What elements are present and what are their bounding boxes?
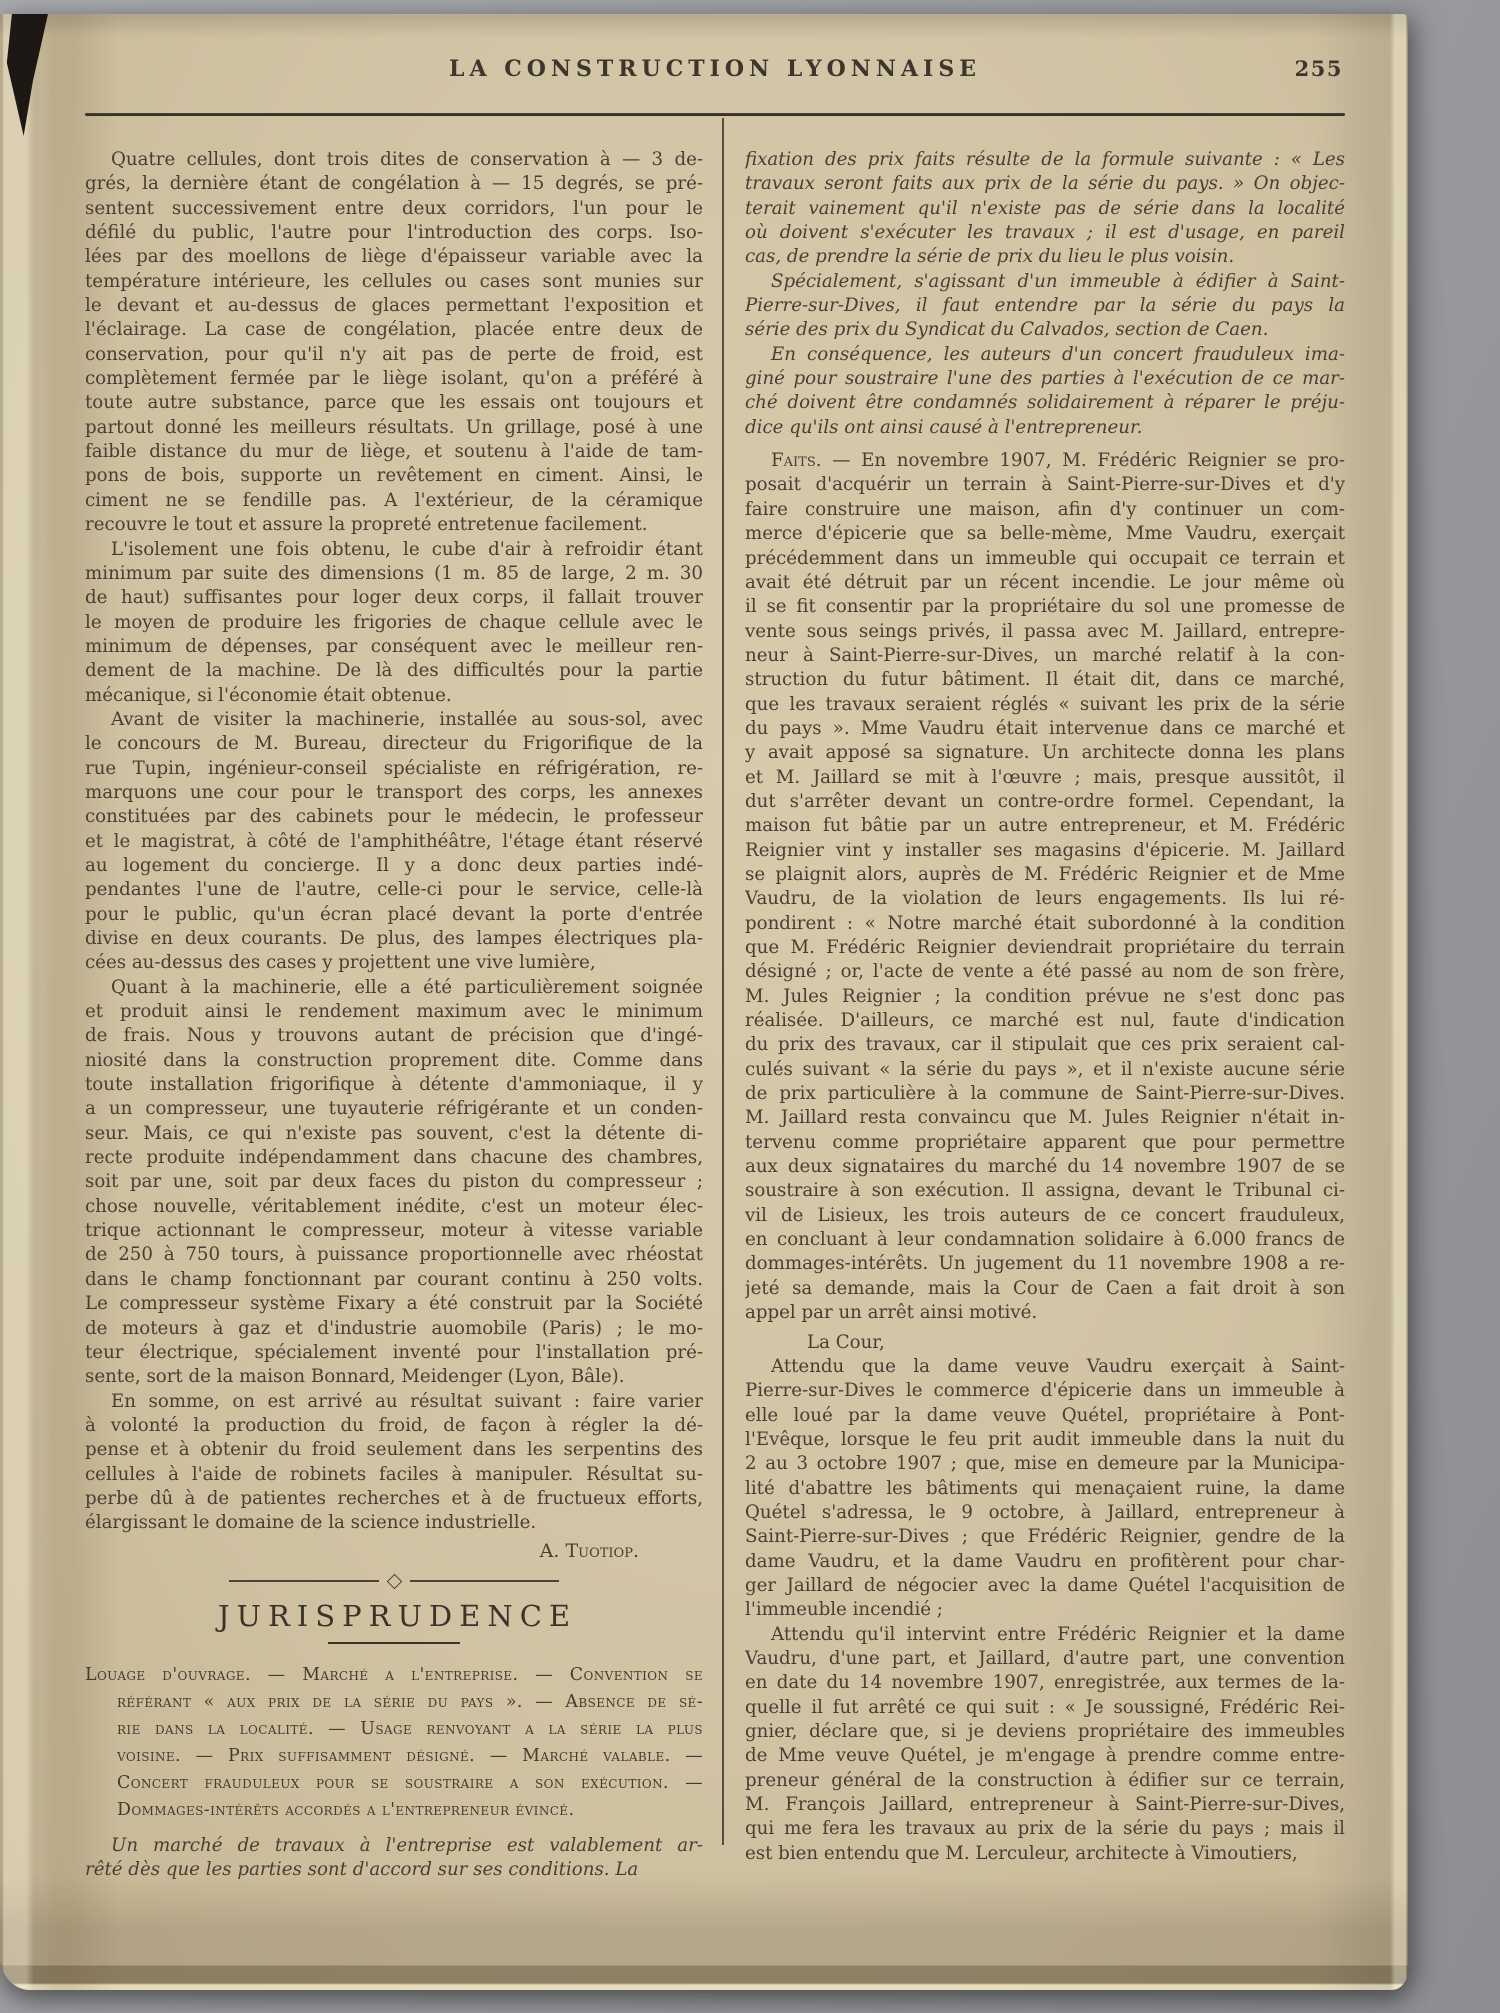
- text-line: sente, sort de la maison Bonnard, Meidenger (Lyon, Bâle).: [85, 1366, 625, 1388]
- text-line: l'éclairage. La case de congélation, placée entre deux de: [85, 319, 703, 341]
- paragraph: [745, 1623, 1345, 1866]
- paragraph: [85, 708, 703, 976]
- text-line: perbe dû à de patientes recherches et à de fructueux efforts,: [85, 1487, 703, 1509]
- divider-line: [410, 1580, 560, 1582]
- text-line: défilé du public, l'autre pour l'introduction des corps. Iso-: [85, 222, 703, 244]
- text-line: dommages-intérêts. Un jugement du 11 novembre 1908 a re-: [745, 1253, 1345, 1275]
- paragraph: [85, 976, 703, 1390]
- text-line: aux deux signataires du marché du 14 novembre 1907 de se: [745, 1156, 1345, 1178]
- diamond-icon: [386, 1573, 402, 1589]
- text-line: toute autre substance, parce que les essais ont toujours et: [85, 392, 703, 414]
- text-line: Louage d'ouvrage. — Marché a l'entreprise. — Convention se: [85, 1664, 703, 1685]
- text-line: et M. Jaillard se mit à l'œuvre ; mais, presque aussitôt, il: [745, 766, 1345, 788]
- text-line: au logement du concierge. Il y a donc deux parties indé-: [85, 854, 703, 876]
- journal-title: LA CONSTRUCTION LYONNAISE: [449, 56, 981, 82]
- text-line: sentent successivement entre deux corridors, l'un pour le: [85, 197, 703, 219]
- header-rule: [85, 113, 1345, 116]
- section-heading: [85, 1599, 703, 1644]
- text-line: dement de la machine. De là des difficultés pour la partie: [85, 660, 703, 682]
- text-line: partout donné les meilleurs résultats. Un grillage, posé à une: [85, 416, 703, 438]
- text-line: se plaignit alors, auprès de M. Frédéric Reignier et de Mme: [745, 863, 1345, 885]
- text-line: Attendu qu'il intervint entre Frédéric Reignier et la dame: [771, 1623, 1345, 1645]
- text-line: soit par une, soit par deux faces du piston du compresseur ;: [85, 1171, 703, 1193]
- text-line: il se fit consentir par la propriétaire du sol une promesse de: [745, 596, 1345, 618]
- text-line: l'Evêque, lorsque le feu prit audit immeuble dans la nuit du: [745, 1428, 1345, 1450]
- text-line: teur électrique, spécialement inventé pour l'installation pré-: [85, 1341, 703, 1363]
- text-line: M. François Jaillard, entrepreneur à Saint-Pierre-sur-Dives,: [745, 1794, 1345, 1816]
- text-line: recouvre le tout et assure la propreté entretenue facilement.: [85, 514, 648, 536]
- text-line: en concluant à leur condamnation solidaire à 6.000 francs de: [745, 1229, 1345, 1251]
- text-line: cas, de prendre la série de prix du lieu le plus voisin.: [745, 246, 1235, 268]
- text-line: pendantes l'une de l'autre, celle-ci pour le service, celle-là: [85, 879, 703, 901]
- text-line: minimum de dépenses, par conséquent avec le meilleur ren-: [85, 635, 703, 657]
- paragraph: [85, 1662, 703, 1824]
- text-line: La Cour,: [807, 1331, 885, 1353]
- text-line: terait vainement qu'il n'existe pas de série dans la localité: [745, 197, 1345, 219]
- text-line: Pierre-sur-Dives le commerce d'épicerie dans un immeuble à: [745, 1380, 1345, 1402]
- paragraph: [85, 538, 703, 708]
- text-line: pondirent : « Notre marché était subordonné à la condition: [745, 912, 1345, 934]
- text-line: vente sous seings privés, il passa avec M. Jaillard, entrepre-: [745, 620, 1345, 642]
- text-line: Pierre-sur-Dives, il faut entendre par la série du pays la: [745, 295, 1345, 317]
- text-line: En conséquence, les auteurs d'un concert frauduleux ima-: [771, 343, 1345, 365]
- text-line: dame Vaudru, et la dame Vaudru en profitèrent pour char-: [745, 1550, 1345, 1572]
- text-line: Dommages-intérêts accordés a l'entrepreneur évincé.: [117, 1799, 575, 1820]
- text-line: du pays ». Mme Vaudru était intervenue dans ce marché et: [745, 717, 1345, 739]
- column-divider: [722, 118, 724, 1845]
- text-line: L'isolement une fois obtenu, le cube d'air à refroidir étant: [111, 538, 703, 560]
- text-line: grés, la dernière étant de congélation à — 15 degrés, se pré-: [85, 173, 703, 195]
- text-line: posait d'acquérir un terrain à Saint-Pierre-sur-Dives et d'y: [745, 474, 1345, 496]
- text-line: élargissant le domaine de la science industrielle.: [85, 1512, 537, 1534]
- section-divider: [229, 1576, 559, 1587]
- journal-page: [0, 14, 1408, 1990]
- text-line: dut s'arrêter devant un contre-ordre formel. Cependant, la: [745, 790, 1345, 812]
- text-line: à volonté la production du froid, de façon à régler la dé-: [85, 1414, 703, 1436]
- paragraph: [85, 1834, 703, 1883]
- text-line: ché doivent être condamnés solidairement à réparer le préju-: [745, 392, 1345, 414]
- text-line: elle loué par la dame veuve Quétel, propriétaire à Pont-: [745, 1404, 1345, 1426]
- text-line: est bien entendu que M. Lerculeur, architecte à Vimoutiers,: [745, 1842, 1298, 1864]
- text-line: faible distance du mur de liège, et soutenu à l'aide de tam-: [85, 441, 703, 463]
- text-line: conservation, pour qu'il n'y ait pas de perte de froid, est: [85, 343, 703, 365]
- text-line: le concours de M. Bureau, directeur du Frigorifique de la: [85, 733, 703, 755]
- paragraph: [85, 1390, 703, 1536]
- text-line: de Mme veuve Quétel, je m'engage à prendre comme entre-: [745, 1745, 1345, 1767]
- text-line: l'immeuble incendié ;: [745, 1599, 943, 1621]
- text-line: soustraire à son exécution. Il assigna, devant le Tribunal ci-: [745, 1180, 1345, 1202]
- text-line: cées au-dessus des cases y projettent une vive lumière,: [85, 952, 596, 974]
- text-line: Attendu que la dame veuve Vaudru exerçait à Saint-: [771, 1355, 1345, 1377]
- text-line: fixation des prix faits résulte de la formule suivante : « Les: [745, 149, 1345, 170]
- text-line: Quant à la machinerie, elle a été particulièrement soignée: [111, 976, 703, 998]
- text-line: Avant de visiter la machinerie, installée au sous-sol, avec: [111, 708, 703, 730]
- text-line: lées par des moellons de liège d'épaisseur variable avec la: [85, 246, 703, 268]
- book-spine-shadow: [6, 14, 48, 136]
- text-line: en date du 14 novembre 1907, enregistrée, aux termes de la-: [745, 1672, 1345, 1694]
- text-line: marquons une cour pour le transport des corps, les annexes: [85, 781, 703, 803]
- text-line: pons de bois, supporte un revêtement en ciment. Ainsi, le: [85, 465, 703, 487]
- text-line: Vaudru, d'une part, et Jaillard, d'autre part, une convention: [745, 1647, 1345, 1669]
- text-line: preneur général de la construction à édifier sur ce terrain,: [745, 1769, 1345, 1791]
- text-line: 2 au 3 octobre 1907 ; que, mise en demeure par la Municipa-: [745, 1453, 1345, 1475]
- text-line: a un compresseur, une tuyauterie réfrigérante et un conden-: [85, 1098, 703, 1120]
- text-line: seur. Mais, ce qui n'existe pas souvent, c'est la détente di-: [85, 1122, 703, 1144]
- text-line: rie dans la localité. — Usage renvoyant a la série la plus: [117, 1718, 703, 1739]
- text-line: culés suivant « la série du pays », et il n'existe aucune série: [745, 1058, 1345, 1080]
- text-line: En somme, on est arrivé au résultat suivant : faire varier: [111, 1390, 703, 1412]
- text-line: giné pour soustraire l'une des parties à l'exécution de ce mar-: [745, 368, 1345, 390]
- text-line: de moteurs à gaz et d'industrie auomobile (Paris) ; le mo-: [85, 1317, 703, 1339]
- paragraph: [85, 148, 703, 538]
- paragraph: [745, 1331, 1345, 1355]
- text-line: recte produite indépendamment dans chacune des chambres,: [85, 1147, 703, 1169]
- text-line: niosité dans la construction proprement dite. Comme dans: [85, 1049, 703, 1071]
- text-line: quelle il fut arrêté ce qui suit : « Je soussigné, Frédéric Rei-: [745, 1696, 1345, 1718]
- text-line: complètement fermée par le liège isolant, qu'on a préféré à: [85, 368, 703, 390]
- text-line: toute installation frigorifique à détente d'ammoniaque, il y: [85, 1074, 703, 1096]
- text-line: tervenu comme propriétaire apparent que pour permettre: [745, 1131, 1345, 1153]
- text-line: le moyen de produire les frigories de chaque cellule avec le: [85, 611, 703, 633]
- text-line: du prix des travaux, car il stipulait que ces prix seraient cal-: [745, 1034, 1345, 1056]
- text-line: M. Jules Reignier ; la condition prévue ne s'est donc pas: [745, 985, 1345, 1007]
- paragraph: [745, 1355, 1345, 1623]
- text-line: cellules à l'aide de robinets faciles à manipuler. Résultat su-: [85, 1463, 703, 1485]
- column-left: [85, 148, 703, 1882]
- text-line: jeté sa demande, mais la Cour de Caen a fait droit à son: [745, 1277, 1345, 1299]
- text-line: merce d'épicerie que sa belle-mème, Mme Vaudru, exerçait: [745, 523, 1345, 545]
- text-line: Vaudru, de la violation de leurs engagements. Ils lui ré-: [745, 888, 1345, 910]
- paragraph: [745, 449, 1345, 1325]
- text-line: vil de Lisieux, les trois auteurs de ce concert frauduleux,: [745, 1204, 1345, 1226]
- text-line: lité d'abattre les bâtiments qui menaçaient ruine, la dame: [745, 1477, 1345, 1499]
- jurisprudence-title: JURISPRUDENCE: [217, 1598, 578, 1633]
- text-line: Reignier vint y installer ses magasins d'épicerie. M. Jaillard: [745, 839, 1345, 861]
- paragraph: [745, 148, 1345, 270]
- text-line: gnier, déclare que, si je deviens propriétaire des immeubles: [745, 1721, 1345, 1742]
- text-line: rêté dès que les parties sont d'accord sur ses conditions. La: [85, 1859, 639, 1881]
- text-line: précédemment dans un immeuble qui occupait ce terrain et: [745, 547, 1345, 569]
- text-line: que M. Frédéric Reignier deviendrait propriétaire du terrain: [745, 937, 1345, 958]
- text-line: de 250 à 750 tours, à puissance proportionnelle avec rhéostat: [85, 1244, 703, 1266]
- text-line: Faits. — En novembre 1907, M. Frédéric Reignier se pro-: [771, 450, 1345, 472]
- text-line: de haut) suffisantes pour loger deux corps, il fallait trouver: [85, 587, 703, 609]
- text-line: avait été détruit par un récent incendie. Le jour même où: [745, 571, 1345, 593]
- text-line: constituées par des cabinets pour le médecin, le professeur: [85, 806, 703, 828]
- text-line: le devant et au-dessus de glaces permettant l'exposition et: [85, 295, 703, 317]
- text-line: faire construire une maison, afin d'y continuer un com-: [745, 498, 1345, 520]
- text-line: appel par un arrêt ainsi motivé.: [745, 1302, 1038, 1324]
- paragraph: [745, 270, 1345, 343]
- text-line: où doivent s'exécuter les travaux ; il est d'usage, en pareil: [745, 222, 1345, 244]
- text-line: que les travaux seraient réglés « suivant les prix de la série: [745, 693, 1345, 715]
- text-line: M. Jaillard resta convaincu que M. Jules Reignier n'était in-: [745, 1107, 1345, 1129]
- author-signature: A. Tuotiop.: [539, 1539, 639, 1562]
- text-line: neur à Saint-Pierre-sur-Dives, un marché relatif à la con-: [745, 644, 1345, 666]
- text-line: ger Jaillard de négocier avec la dame Quétel l'acquisition de: [745, 1574, 1345, 1596]
- text-line: divise en deux courants. De plus, des lampes électriques pla-: [85, 928, 703, 949]
- text-line: dice qu'ils ont ainsi causé à l'entrepreneur.: [745, 416, 1143, 438]
- text-line: désigné ; or, l'acte de vente a été passé au nom de son frère,: [745, 961, 1345, 983]
- text-line: Concert frauduleux pour se soustraire a son exécution. —: [117, 1772, 703, 1793]
- text-line: série des prix du Syndicat du Calvados, section de Caen.: [745, 319, 1269, 341]
- text-line: rue Tupin, ingénieur-conseil spécialiste en réfrigération, re-: [85, 757, 703, 779]
- text-line: Quétel s'adressa, le 9 octobre, à Jaillard, entrepreneur à: [745, 1501, 1345, 1523]
- column-right: [745, 148, 1345, 1866]
- text-line: voisine. — Prix suffisamment désigné. — Marché valable. —: [117, 1745, 703, 1766]
- text-line: qui me fera les travaux au prix de la série du pays ; mais il: [745, 1818, 1345, 1840]
- text-line: pense et à obtenir du froid seulement dans les serpentins des: [85, 1439, 703, 1461]
- text-line: Le compresseur système Fixary a été construit par la Société: [85, 1293, 703, 1315]
- page-content: [85, 14, 1345, 1990]
- text-line: y avait apposé sa signature. Un architecte donna les plans: [745, 742, 1345, 764]
- paragraph: [745, 343, 1345, 440]
- text-line: chose nouvelle, véritablement inédite, c'est un moteur élec-: [85, 1195, 703, 1217]
- text-line: température intérieure, les cellules ou cases sont munies sur: [85, 270, 703, 292]
- text-line: Spécialement, s'agissant d'un immeuble à édifier à Saint-: [771, 270, 1345, 292]
- text-line: struction du futur bâtiment. Il était dit, dans ce marché,: [745, 669, 1345, 691]
- text-line: pour le public, qu'un écran placé devant la porte d'entrée: [85, 903, 703, 925]
- text-line: maison fut bâtie par un autre entrepreneur, et M. Frédéric: [745, 815, 1345, 837]
- text-line: minimum par suite des dimensions (1 m. 85 de large, 2 m. 30: [85, 562, 703, 584]
- text-line: Quatre cellules, dont trois dites de conservation à — 3 de-: [111, 149, 703, 170]
- text-line: réalisée. D'ailleurs, ce marché est nul, faute d'indication: [745, 1010, 1345, 1032]
- text-line: référant « aux prix de la série du pays ». — Absence de sé-: [117, 1691, 703, 1712]
- heading-rule: [328, 1642, 460, 1644]
- text-line: de prix particulière à la commune de Saint-Pierre-sur-Dives.: [745, 1083, 1345, 1105]
- text-line: et produit ainsi le rendement maximum avec le minimum: [85, 1001, 703, 1023]
- text-line: dans le champ fonctionnant par courant continu à 250 volts.: [85, 1268, 703, 1290]
- text-line: Un marché de travaux à l'entreprise est valablement ar-: [111, 1834, 703, 1856]
- text-line: ciment ne se fendille pas. A l'extérieur, de la céramique: [85, 489, 703, 511]
- divider-line: [229, 1580, 379, 1582]
- text-line: et le magistrat, à côté de l'amphithéâtre, l'étage étant réservé: [85, 830, 703, 852]
- text-line: travaux seront faits aux prix de la série du pays. » On objec-: [745, 173, 1345, 195]
- text-line: trique actionnant le compresseur, moteur à vitesse variable: [85, 1220, 703, 1242]
- smallcaps-lead: Faits.: [771, 450, 822, 472]
- page-number: 255: [1294, 56, 1343, 81]
- text-line: de frais. Nous y trouvons autant de précision que d'ingé-: [85, 1025, 703, 1047]
- text-line: mécanique, si l'économie était obtenue.: [85, 684, 452, 706]
- text-line: Saint-Pierre-sur-Dives ; que Frédéric Reignier, gendre de la: [745, 1526, 1345, 1548]
